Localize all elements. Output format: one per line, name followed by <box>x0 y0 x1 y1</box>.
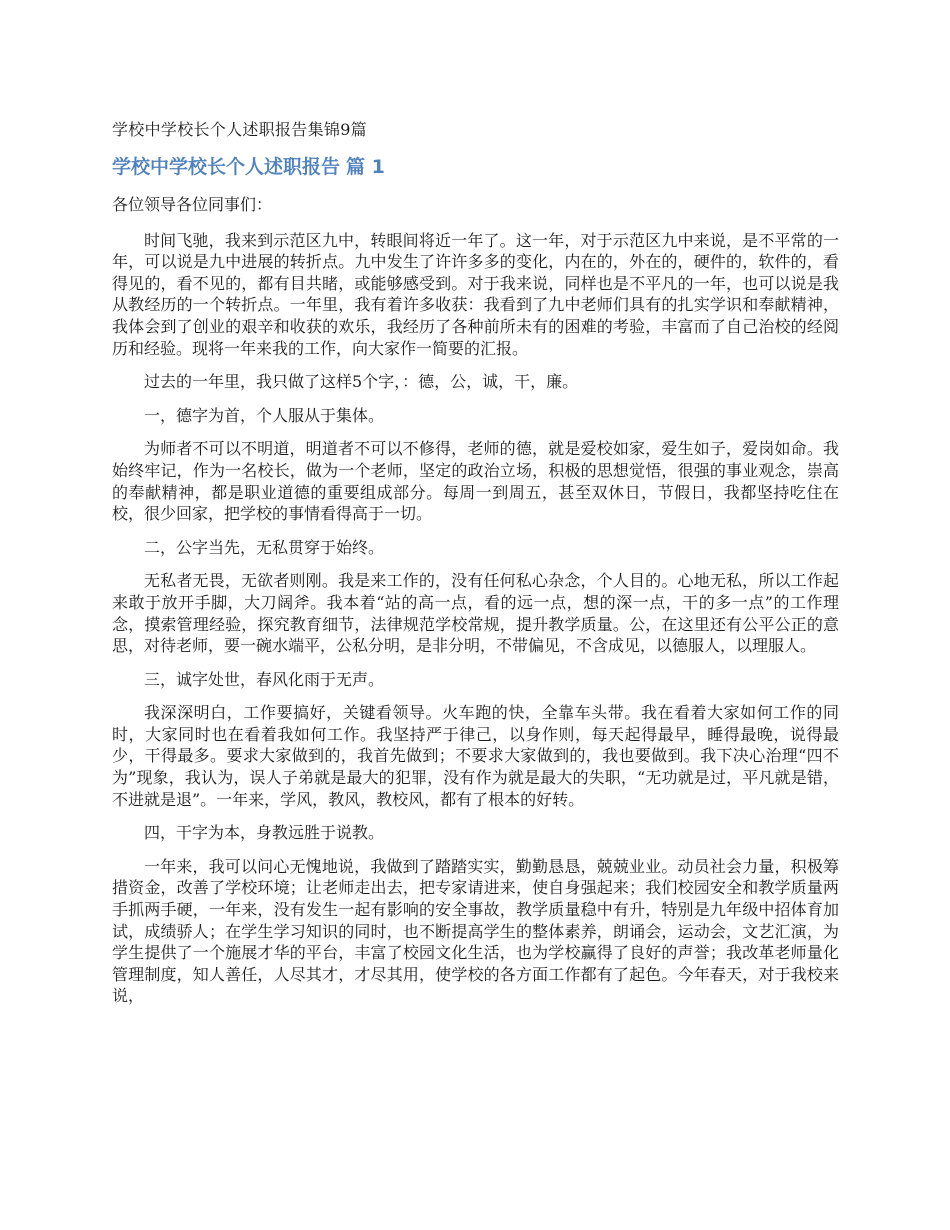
paragraph-cheng: 我深深明白，工作要搞好，关键看领导。火车跑的快，全靠车头带。我在看着大家如何工作的同时，大家同时也在看着我如何工作。我坚持严于律己，以身作则，每天起得最早，睡得最晚，说得最少，干得最多。要求大家做到的，我首先做到；不要求大家做到的，我也要做到。我下决心治理“四不为”现象，我认为，误人子弟就是最大的犯罪，没有作为就是最大的失职，“无功就是过，平凡就是错，不进就是退”。一年来，学风，教风，教校风，都有了根本的好转。 <box>112 703 839 809</box>
subheading-gan: 四，干字为本，身教远胜于说教。 <box>144 823 385 843</box>
greeting: 各位领导各位同事们： <box>112 195 273 214</box>
paragraph-gan: 一年来，我可以问心无愧地说，我做到了踏踏实实，勤勤恳恳，兢兢业业。动员社会力量，积极筹措资金，改善了学校环境；让老师走出去，把专家请进来，使自身强起来；我们校园安全和教学质量两手抓两手硬，一年来，没有发生一起有影响的安全事故，教学质量稳中有升，特别是九年级中招体育加试，成绩骄人；在学生学习知识的同时，也不断提高学生的整体素养，朗诵会，运动会，文艺汇演，为学生提供了一个施展才华的平台，丰富了校园文化生活，也为学校赢得了良好的声誉；我改革老师量化管理制度，知人善任，人尽其才，才尽其用，使学校的各方面工作都有了起色。今年春天，对于我校来说， <box>112 856 839 1006</box>
subheading-de: 一，德字为首，个人服从于集体。 <box>144 405 385 425</box>
document-page <box>112 118 839 1019</box>
document-title: 学校中学校长个人述职报告集锦9篇 <box>112 120 367 139</box>
paragraph-gong: 无私者无畏，无欲者则刚。我是来工作的，没有任何私心杂念，个人目的。心地无私，所以工作起来敢于放开手脚，大刀阔斧。我本着“站的高一点，看的远一点，想的深一点，干的多一点”的工作理念，摸索管理经验，探究教育细节，法律规范学校常规，提升教学质量。公，在这里还有公平公正的意思，对待老师，要一碗水端平，公私分明，是非分明，不带偏见，不含成见，以德服人，以理服人。 <box>112 571 839 656</box>
subheading-cheng: 三，诚字处世，春风化雨于无声。 <box>144 669 385 689</box>
paragraph-intro: 时间飞驰，我来到示范区九中，转眼间将近一年了。这一年，对于示范区九中来说，是不平常的一年，可以说是九中进展的转折点。九中发生了许许多多的变化，内在的，外在的，硬件的，软件的，看得见的，看不见的，都有目共睹，或能够感受到。对于我来说，同样也是不平凡的一年，也可以说是我从教经历的一个转折点。一年里，我有着许多收获：我看到了九中老师们具有的扎实学识和奉献精神，我体会到了创业的艰辛和收获的欢乐，我经历了各种前所未有的困难的考验，丰富而了自己治校的经阅历和经验。现将一年来我的工作，向大家作一简要的汇报。 <box>112 230 839 358</box>
section-heading <box>112 154 839 180</box>
section-heading-text: 学校中学校长个人述职报告 <box>112 156 341 178</box>
subheading-gong: 二，公字当先，无私贯穿于始终。 <box>144 537 385 557</box>
paragraph-de: 为师者不可以不明道，明道者不可以不修得，老师的德，就是爱校如家，爱生如子，爱岗如命。我始终牢记，作为一名校长，做为一个老师，坚定的政治立场，积极的思想觉悟，很强的事业观念，崇高的奉献精神，都是职业道德的重要组成部分。每周一到周五，甚至双休日，节假日，我都坚持吃住在校，很少回家，把学校的事情看得高于一切。 <box>112 439 839 524</box>
section-number: 篇 1 <box>346 156 385 178</box>
paragraph-five-words: 过去的一年里，我只做了这样5个字，：德，公，诚，干，廉。 <box>144 372 579 392</box>
